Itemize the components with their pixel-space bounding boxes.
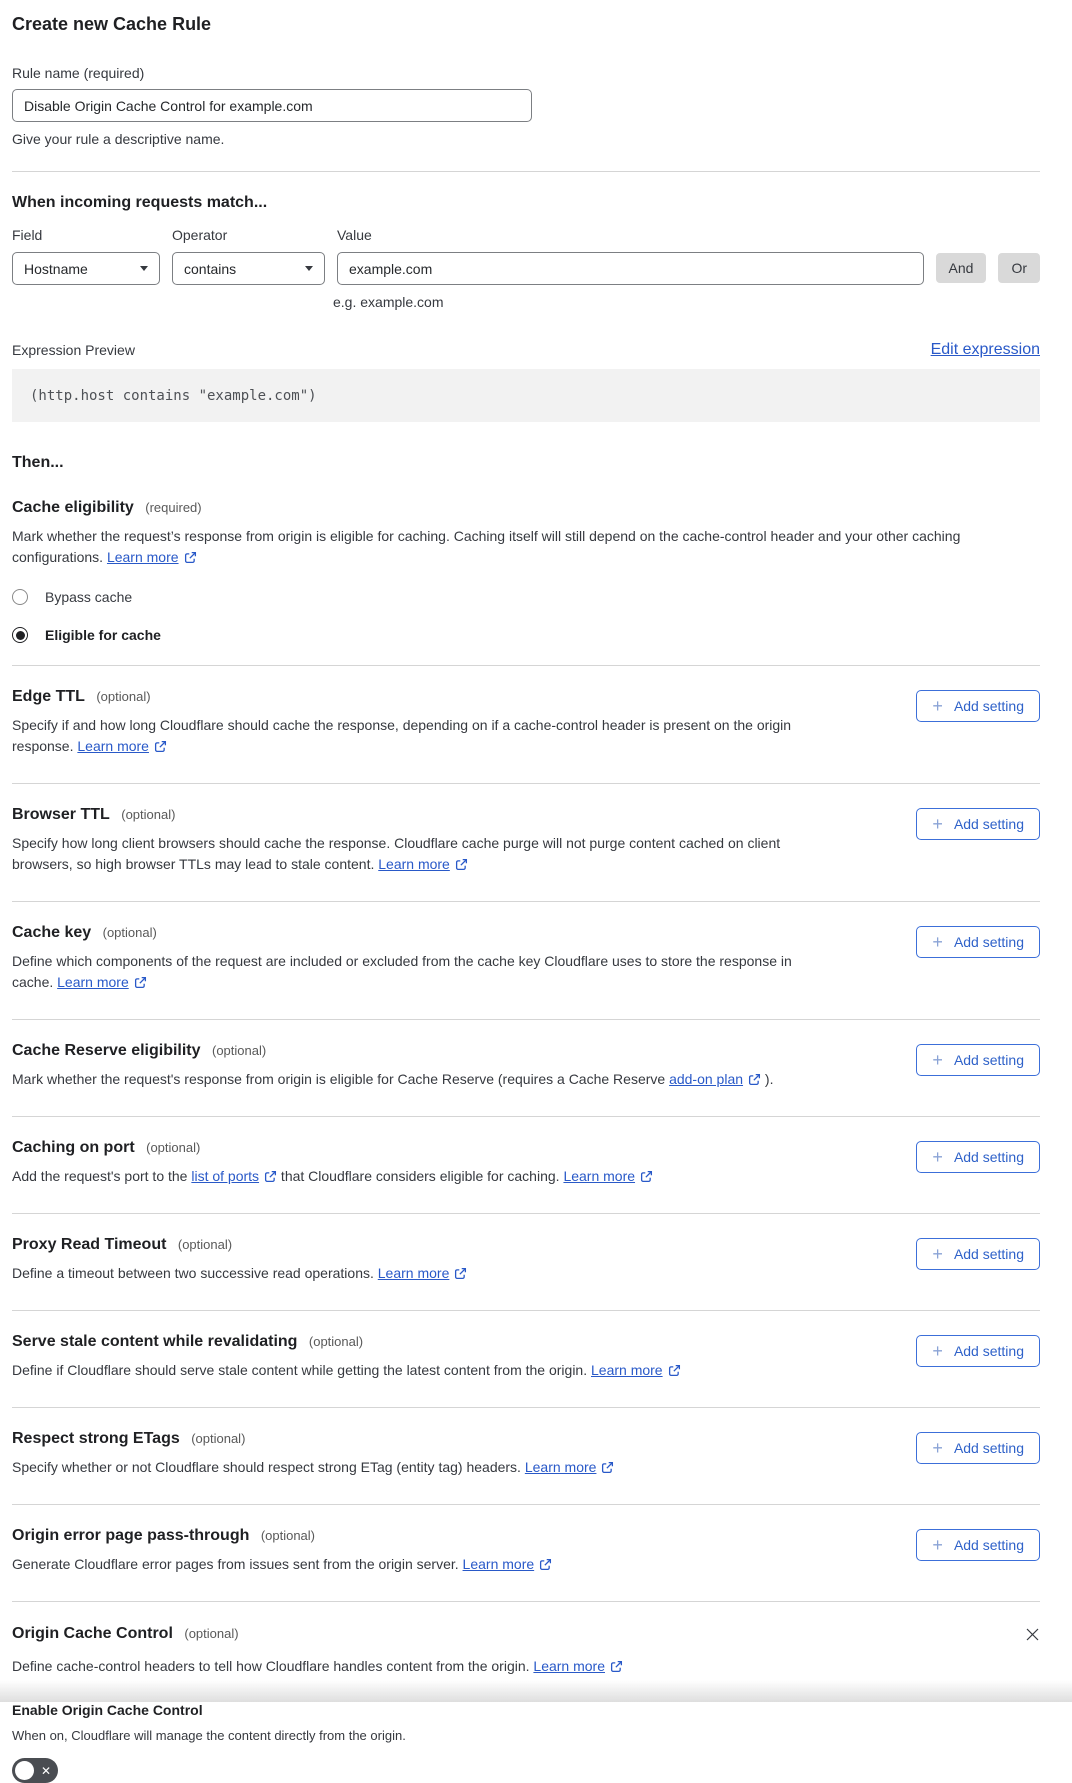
- field-select-value: Hostname: [24, 260, 88, 277]
- section-title: Origin error page pass-through: [12, 1527, 250, 1544]
- expression-preview-label: Expression Preview: [12, 342, 135, 358]
- learn-more-link[interactable]: Learn more: [107, 549, 197, 565]
- external-link-icon: [748, 1073, 761, 1086]
- origin-cache-control-title: Origin Cache Control: [12, 1625, 173, 1642]
- learn-more-link[interactable]: Learn more: [533, 1658, 623, 1674]
- plus-icon: +: [932, 696, 943, 716]
- rule-name-label: Rule name (required): [12, 65, 145, 81]
- learn-more-link[interactable]: Learn more: [77, 738, 167, 754]
- expression-code-block: [12, 369, 1040, 422]
- section-title: Respect strong ETags: [12, 1430, 180, 1447]
- section-desc: Specify whether or not Cloudflare should respect strong ETag (entity tag) headers. Learn more: [12, 1457, 614, 1478]
- learn-more-link[interactable]: Learn more: [563, 1168, 653, 1184]
- section-desc: Mark whether the request's response from origin is eligible for Cache Reserve (requires a Cache Reserve add-on plan ).: [12, 1071, 774, 1087]
- add-setting-button[interactable]: + Add setting: [916, 1141, 1040, 1173]
- and-button[interactable]: And: [936, 253, 987, 283]
- field-label: Field: [12, 227, 43, 243]
- section-title: Caching on port: [12, 1139, 135, 1156]
- operator-select-value: contains: [184, 260, 237, 277]
- optional-tag: (optional): [191, 1431, 246, 1446]
- section-desc: Add the request's port to the list of ports that Cloudflare considers eligible for caching. Learn more: [12, 1166, 653, 1187]
- chevron-down-icon: [305, 266, 313, 271]
- add-setting-button[interactable]: + Add setting: [916, 1044, 1040, 1076]
- optional-tag: (optional): [102, 925, 157, 940]
- learn-more-link[interactable]: Learn more: [525, 1459, 615, 1475]
- plus-icon: +: [932, 1244, 943, 1264]
- origin-cache-control-panel: [12, 1602, 1040, 1783]
- required-tag: (required): [145, 500, 202, 515]
- section-desc: Specify how long client browsers should cache the response. Cloudflare cache purge will not purge content cached on client browsers, so high browser TTLs may lead to stale content. Learn more: [12, 835, 781, 872]
- plus-icon: +: [932, 1341, 943, 1361]
- match-heading: When incoming requests match...: [12, 194, 268, 211]
- chevron-down-icon: [140, 266, 148, 271]
- section-title: Serve stale content while revalidating: [12, 1333, 298, 1350]
- learn-more-link[interactable]: Learn more: [378, 1265, 468, 1281]
- external-link-icon: [539, 1558, 552, 1571]
- plus-icon: +: [932, 932, 943, 952]
- section-serve-stale-content: [12, 1311, 1040, 1408]
- radio-eligible-for-cache[interactable]: Eligible for cache: [12, 627, 1040, 643]
- section-title: Browser TTL: [12, 806, 110, 823]
- add-setting-button[interactable]: + Add setting: [916, 808, 1040, 840]
- match-row: [12, 227, 1040, 285]
- value-column: [337, 227, 924, 285]
- plus-icon: +: [932, 1050, 943, 1070]
- optional-tag: (optional): [308, 1334, 364, 1349]
- operator-select[interactable]: [172, 252, 325, 285]
- value-helper: e.g. example.com: [333, 294, 444, 310]
- cache-eligibility-options: [12, 589, 1040, 643]
- external-link-icon: [610, 1660, 623, 1673]
- cache-eligibility-title: Cache eligibility: [12, 499, 134, 516]
- radio-icon: [12, 627, 28, 643]
- learn-more-link[interactable]: Learn more: [378, 856, 468, 872]
- external-link-icon: [640, 1170, 653, 1183]
- optional-tag: (optional): [211, 1043, 267, 1058]
- learn-more-link[interactable]: Learn more: [591, 1362, 681, 1378]
- rule-name-helper: Give your rule a descriptive name.: [12, 131, 225, 147]
- radio-bypass-cache[interactable]: Bypass cache: [12, 589, 1040, 605]
- divider: [12, 171, 1040, 172]
- section-proxy-read-timeout: [12, 1214, 1040, 1311]
- enable-origin-cache-control-toggle[interactable]: [12, 1758, 58, 1783]
- plus-icon: +: [932, 1147, 943, 1167]
- field-column: [12, 227, 160, 285]
- section-origin-error-page-pass-through: [12, 1505, 1040, 1602]
- optional-tag: (optional): [146, 1140, 201, 1155]
- enable-origin-cache-control-label: Enable Origin Cache Control: [12, 1702, 203, 1718]
- section-cache-key: [12, 902, 1040, 1020]
- external-link-icon: [455, 858, 468, 871]
- field-select[interactable]: [12, 252, 160, 285]
- section-title: Edge TTL: [12, 688, 85, 705]
- or-button[interactable]: Or: [998, 253, 1040, 283]
- section-cache-reserve-eligibility: [12, 1020, 1040, 1117]
- section-edge-ttl: [12, 666, 1040, 784]
- value-input[interactable]: [337, 252, 924, 285]
- add-setting-button[interactable]: + Add setting: [916, 690, 1040, 722]
- optional-tag: (optional): [260, 1528, 316, 1543]
- add-setting-button[interactable]: + Add setting: [916, 926, 1040, 958]
- section-desc: Define if Cloudflare should serve stale content while getting the latest content from the origin. Learn more: [12, 1360, 681, 1381]
- operator-label: Operator: [172, 227, 228, 243]
- optional-tag: (optional): [184, 1626, 239, 1641]
- radio-icon: [12, 589, 28, 605]
- cache-eligibility-desc: Mark whether the request’s response from origin is eligible for caching. Caching itself will still depend on the cache-control header and your other caching configurations. Learn more: [12, 528, 961, 565]
- section-title: Proxy Read Timeout: [12, 1236, 167, 1253]
- plus-icon: +: [932, 1438, 943, 1458]
- close-icon[interactable]: [1023, 1625, 1042, 1647]
- section-desc: Generate Cloudflare error pages from issues sent from the origin server. Learn more: [12, 1554, 552, 1575]
- section-desc: Define which components of the request are included or excluded from the cache key Cloudflare uses to store the response in cache. Learn more: [12, 953, 792, 990]
- add-setting-button[interactable]: + Add setting: [916, 1335, 1040, 1367]
- cache-eligibility-section: [12, 499, 1040, 643]
- toggle-knob: [15, 1761, 34, 1780]
- external-link-icon: [668, 1364, 681, 1377]
- external-link-icon: [134, 976, 147, 989]
- section-browser-ttl: [12, 784, 1040, 902]
- toggle-off-x-icon: ✕: [40, 1763, 51, 1778]
- learn-more-link[interactable]: Learn more: [57, 974, 147, 990]
- section-title: Cache key: [12, 924, 92, 941]
- optional-tag: (optional): [96, 689, 151, 704]
- optional-tag: (optional): [121, 807, 176, 822]
- section-title: Cache Reserve eligibility: [12, 1042, 201, 1059]
- page-title: Create new Cache Rule: [12, 14, 212, 34]
- plus-icon: +: [932, 1535, 943, 1555]
- list-of-ports-link[interactable]: list of ports: [191, 1168, 277, 1184]
- edit-expression-link[interactable]: Edit expression: [930, 341, 1040, 358]
- enable-origin-cache-control-desc: When on, Cloudflare will manage the content directly from the origin.: [12, 1728, 406, 1743]
- external-link-icon: [601, 1461, 614, 1474]
- add-setting-button[interactable]: + Add setting: [916, 1529, 1040, 1561]
- section-caching-on-port: [12, 1117, 1040, 1214]
- external-link-icon: [264, 1170, 277, 1183]
- then-heading: Then...: [12, 454, 64, 471]
- add-setting-button[interactable]: + Add setting: [916, 1432, 1040, 1464]
- expression-preview-row: [12, 341, 1040, 359]
- operator-column: [172, 227, 325, 285]
- rule-name-input[interactable]: [12, 89, 532, 122]
- section-respect-strong-etags: [12, 1408, 1040, 1505]
- add-on-plan-link[interactable]: add-on plan: [669, 1071, 761, 1087]
- value-label: Value: [337, 227, 372, 243]
- origin-cache-control-desc: Define cache-control headers to tell how Cloudflare handles content from the origin. Learn more: [12, 1656, 1040, 1677]
- learn-more-link[interactable]: Learn more: [463, 1556, 553, 1572]
- external-link-icon: [184, 551, 197, 564]
- section-desc: Define a timeout between two successive read operations. Learn more: [12, 1263, 467, 1284]
- external-link-icon: [454, 1267, 467, 1280]
- external-link-icon: [154, 740, 167, 753]
- optional-tag: (optional): [177, 1237, 233, 1252]
- plus-icon: +: [932, 814, 943, 834]
- section-desc: Specify if and how long Cloudflare should cache the response, depending on if a cache-control header is present on the origin response. Learn more: [12, 717, 792, 754]
- expression-code: (http.host contains "example.com"): [30, 387, 317, 404]
- add-setting-button[interactable]: + Add setting: [916, 1238, 1040, 1270]
